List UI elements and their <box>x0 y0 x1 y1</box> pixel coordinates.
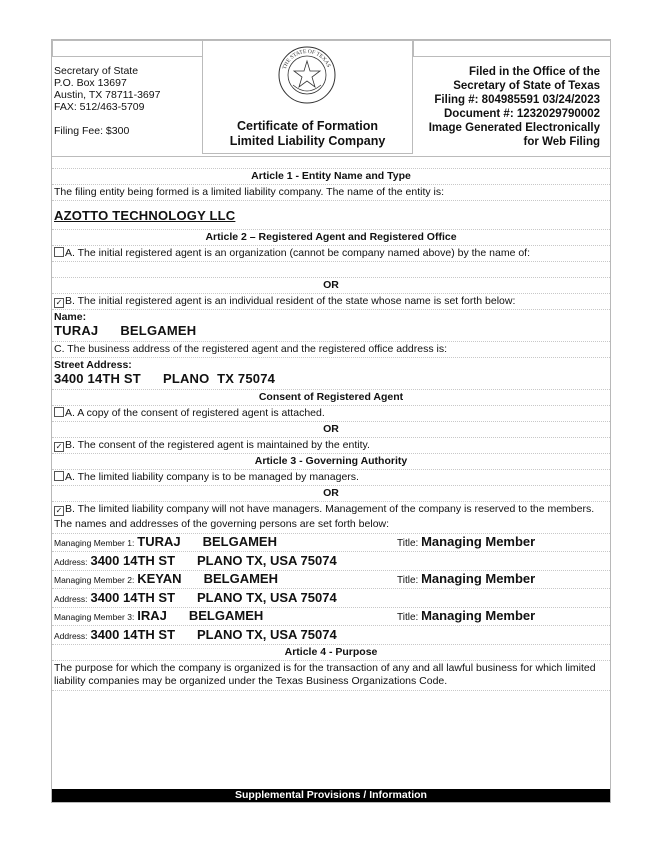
row-line <box>52 168 610 169</box>
row-line <box>52 501 610 502</box>
member-1-title-cell <box>397 534 535 549</box>
consent-option-b <box>54 439 370 452</box>
row-line <box>52 245 610 246</box>
row-line <box>52 660 610 661</box>
member-2-row <box>54 571 278 586</box>
office-line-1: Secretary of State <box>54 65 139 77</box>
member-2-label: Managing Member 2: <box>54 575 135 585</box>
office-line-3: Austin, TX 78711-3697 <box>54 89 161 101</box>
article-1-text: The filing entity being formed is a limited liability company. The name of the entity is: <box>54 186 445 198</box>
row-line <box>52 229 610 230</box>
row-line <box>52 405 610 406</box>
address-label: Address: <box>54 557 88 567</box>
section-divider <box>52 156 610 157</box>
article-4-text-line-2: liability companies may be organized under the Texas Business Organizations Code. <box>54 675 448 687</box>
member-3-address <box>54 627 337 642</box>
consent-option-a <box>54 407 325 419</box>
agent-street: 3400 14TH ST <box>54 371 141 386</box>
agent-state-zip: TX 75074 <box>217 371 276 386</box>
member-3-last: BELGAMEH <box>188 608 264 623</box>
member-3-label: Managing Member 3: <box>54 612 135 622</box>
consent-option-a-text: A. A copy of the consent of registered agent is attached. <box>65 407 325 419</box>
row-line <box>52 625 610 626</box>
article-2-option-a-text: A. The initial registered agent is an organization (cannot be company named above) by the name of: <box>65 247 531 259</box>
member-2-last: BELGAMEH <box>203 571 278 586</box>
address-label: Address: <box>54 631 88 641</box>
row-line <box>52 453 610 454</box>
row-line <box>52 588 610 589</box>
member-2-address <box>54 590 337 605</box>
form-title-line-1: Certificate of Formation <box>237 119 378 133</box>
member-3-street: 3400 14TH ST <box>90 627 176 642</box>
row-line <box>52 200 610 201</box>
member-3-title-cell <box>397 608 535 623</box>
certificate-page <box>51 39 611 803</box>
row-line <box>52 421 610 422</box>
row-line <box>52 485 610 486</box>
article-3-option-a <box>54 471 359 483</box>
member-1-label: Managing Member 1: <box>54 538 135 548</box>
filing-fee: Filing Fee: $300 <box>54 125 130 137</box>
row-line <box>52 357 610 358</box>
member-1-street: 3400 14TH ST <box>90 553 176 568</box>
article-3-option-b <box>54 503 594 516</box>
member-2-street: 3400 14TH ST <box>90 590 176 605</box>
agent-city: PLANO <box>162 371 210 386</box>
member-1-row <box>54 534 277 549</box>
member-2-city-state: PLANO TX, USA 75074 <box>197 590 337 605</box>
filed-line-4: Document #: 1232029790002 <box>444 108 600 120</box>
article-2-heading: Article 2 – Registered Agent and Registered Office <box>205 231 457 243</box>
governing-persons-intro: The names and addresses of the governing persons are set forth below: <box>54 518 390 530</box>
member-1-address <box>54 553 337 568</box>
member-2-title: Managing Member <box>421 571 536 586</box>
header-right-box <box>413 40 611 57</box>
article-4-heading: Article 4 - Purpose <box>284 646 378 658</box>
article-2-option-b <box>54 295 515 308</box>
article-3-or: OR <box>323 487 339 499</box>
row-line <box>52 293 610 294</box>
member-1-last: BELGAMEH <box>202 534 277 549</box>
checkbox-b2[interactable]: ✓ <box>55 298 63 307</box>
agent-name-label: Name: <box>54 311 87 323</box>
agent-street-address <box>54 371 275 386</box>
filed-line-3: Filing #: 804985591 03/24/2023 <box>434 94 600 106</box>
article-4-text <box>54 662 608 688</box>
checkbox-consent-b[interactable]: ✓ <box>55 442 63 451</box>
street-address-label: Street Address: <box>54 359 132 371</box>
member-3-row <box>54 608 263 623</box>
office-line-4: FAX: 512/463-5709 <box>54 101 145 113</box>
form-title <box>202 119 413 149</box>
consent-heading: Consent of Registered Agent <box>258 391 404 403</box>
row-line <box>52 184 610 185</box>
checkbox-a2[interactable] <box>54 247 64 257</box>
title-label: Title: <box>397 612 419 623</box>
agent-first-name: TURAJ <box>54 323 99 338</box>
filed-line-2: Secretary of State of Texas <box>453 80 600 92</box>
article-2-option-c: C. The business address of the registered agent and the registered office address is: <box>54 343 448 355</box>
member-2-first: KEYAN <box>137 571 182 586</box>
header-blank-box <box>52 40 203 57</box>
filed-line-6: for Web Filing <box>523 136 600 148</box>
seal-text: THE STATE OF TEXAS <box>281 48 332 71</box>
row-line <box>52 389 610 390</box>
row-line <box>52 690 610 691</box>
member-3-title: Managing Member <box>421 608 536 623</box>
member-3-city-state: PLANO TX, USA 75074 <box>197 627 337 642</box>
filed-line-5: Image Generated Electronically <box>428 122 600 134</box>
article-2-option-a <box>54 247 530 259</box>
form-title-line-2: Limited Liability Company <box>229 134 386 148</box>
member-3-first: IRAJ <box>137 608 167 623</box>
filed-stamp <box>400 65 600 149</box>
title-label: Title: <box>397 575 419 586</box>
office-line-2: P.O. Box 13697 <box>54 77 127 89</box>
row-line <box>52 261 610 262</box>
article-3-option-a-text: A. The limited liability company is to be managed by managers. <box>65 471 359 483</box>
office-address <box>54 65 160 137</box>
supplemental-heading: Supplemental Provisions / Information <box>52 789 610 802</box>
consent-or: OR <box>323 423 339 435</box>
consent-option-b-text: B. The consent of the registered agent is maintained by the entity. <box>65 439 370 451</box>
member-1-city-state: PLANO TX, USA 75074 <box>197 553 337 568</box>
address-label: Address: <box>54 594 88 604</box>
row-line <box>52 437 610 438</box>
member-1-first: TURAJ <box>137 534 181 549</box>
article-2-option-b-text: B. The initial registered agent is an individual resident of the state whose name is set forth below: <box>65 295 516 307</box>
article-1-heading: Article 1 - Entity Name and Type <box>251 170 411 182</box>
row-line <box>52 277 610 278</box>
member-2-title-cell <box>397 571 535 586</box>
member-1-title: Managing Member <box>421 534 536 549</box>
article-3-heading: Article 3 - Governing Authority <box>254 455 408 467</box>
title-label: Title: <box>397 538 419 549</box>
agent-last-name: BELGAMEH <box>120 323 197 338</box>
article-2-or: OR <box>323 279 339 291</box>
article-3-option-b-text: B. The limited liability company will not have managers. Management of the company is reserved to the members. <box>65 503 595 515</box>
row-line <box>52 551 610 552</box>
checkbox-b3[interactable]: ✓ <box>55 506 63 515</box>
row-line <box>52 644 610 645</box>
article-4-text-line-1: The purpose for which the company is organized is for the transaction of any and all lawful business for which limited <box>54 662 596 674</box>
row-line <box>52 469 610 470</box>
texas-seal-icon <box>277 45 337 105</box>
entity-name: AZOTTO TECHNOLOGY LLC <box>54 208 236 223</box>
checkbox-a3[interactable] <box>54 471 64 481</box>
row-line <box>52 309 610 310</box>
checkbox-consent-a[interactable] <box>54 407 64 417</box>
row-line <box>52 341 610 342</box>
filed-line-1: Filed in the Office of the <box>469 66 600 78</box>
agent-name <box>54 323 196 338</box>
